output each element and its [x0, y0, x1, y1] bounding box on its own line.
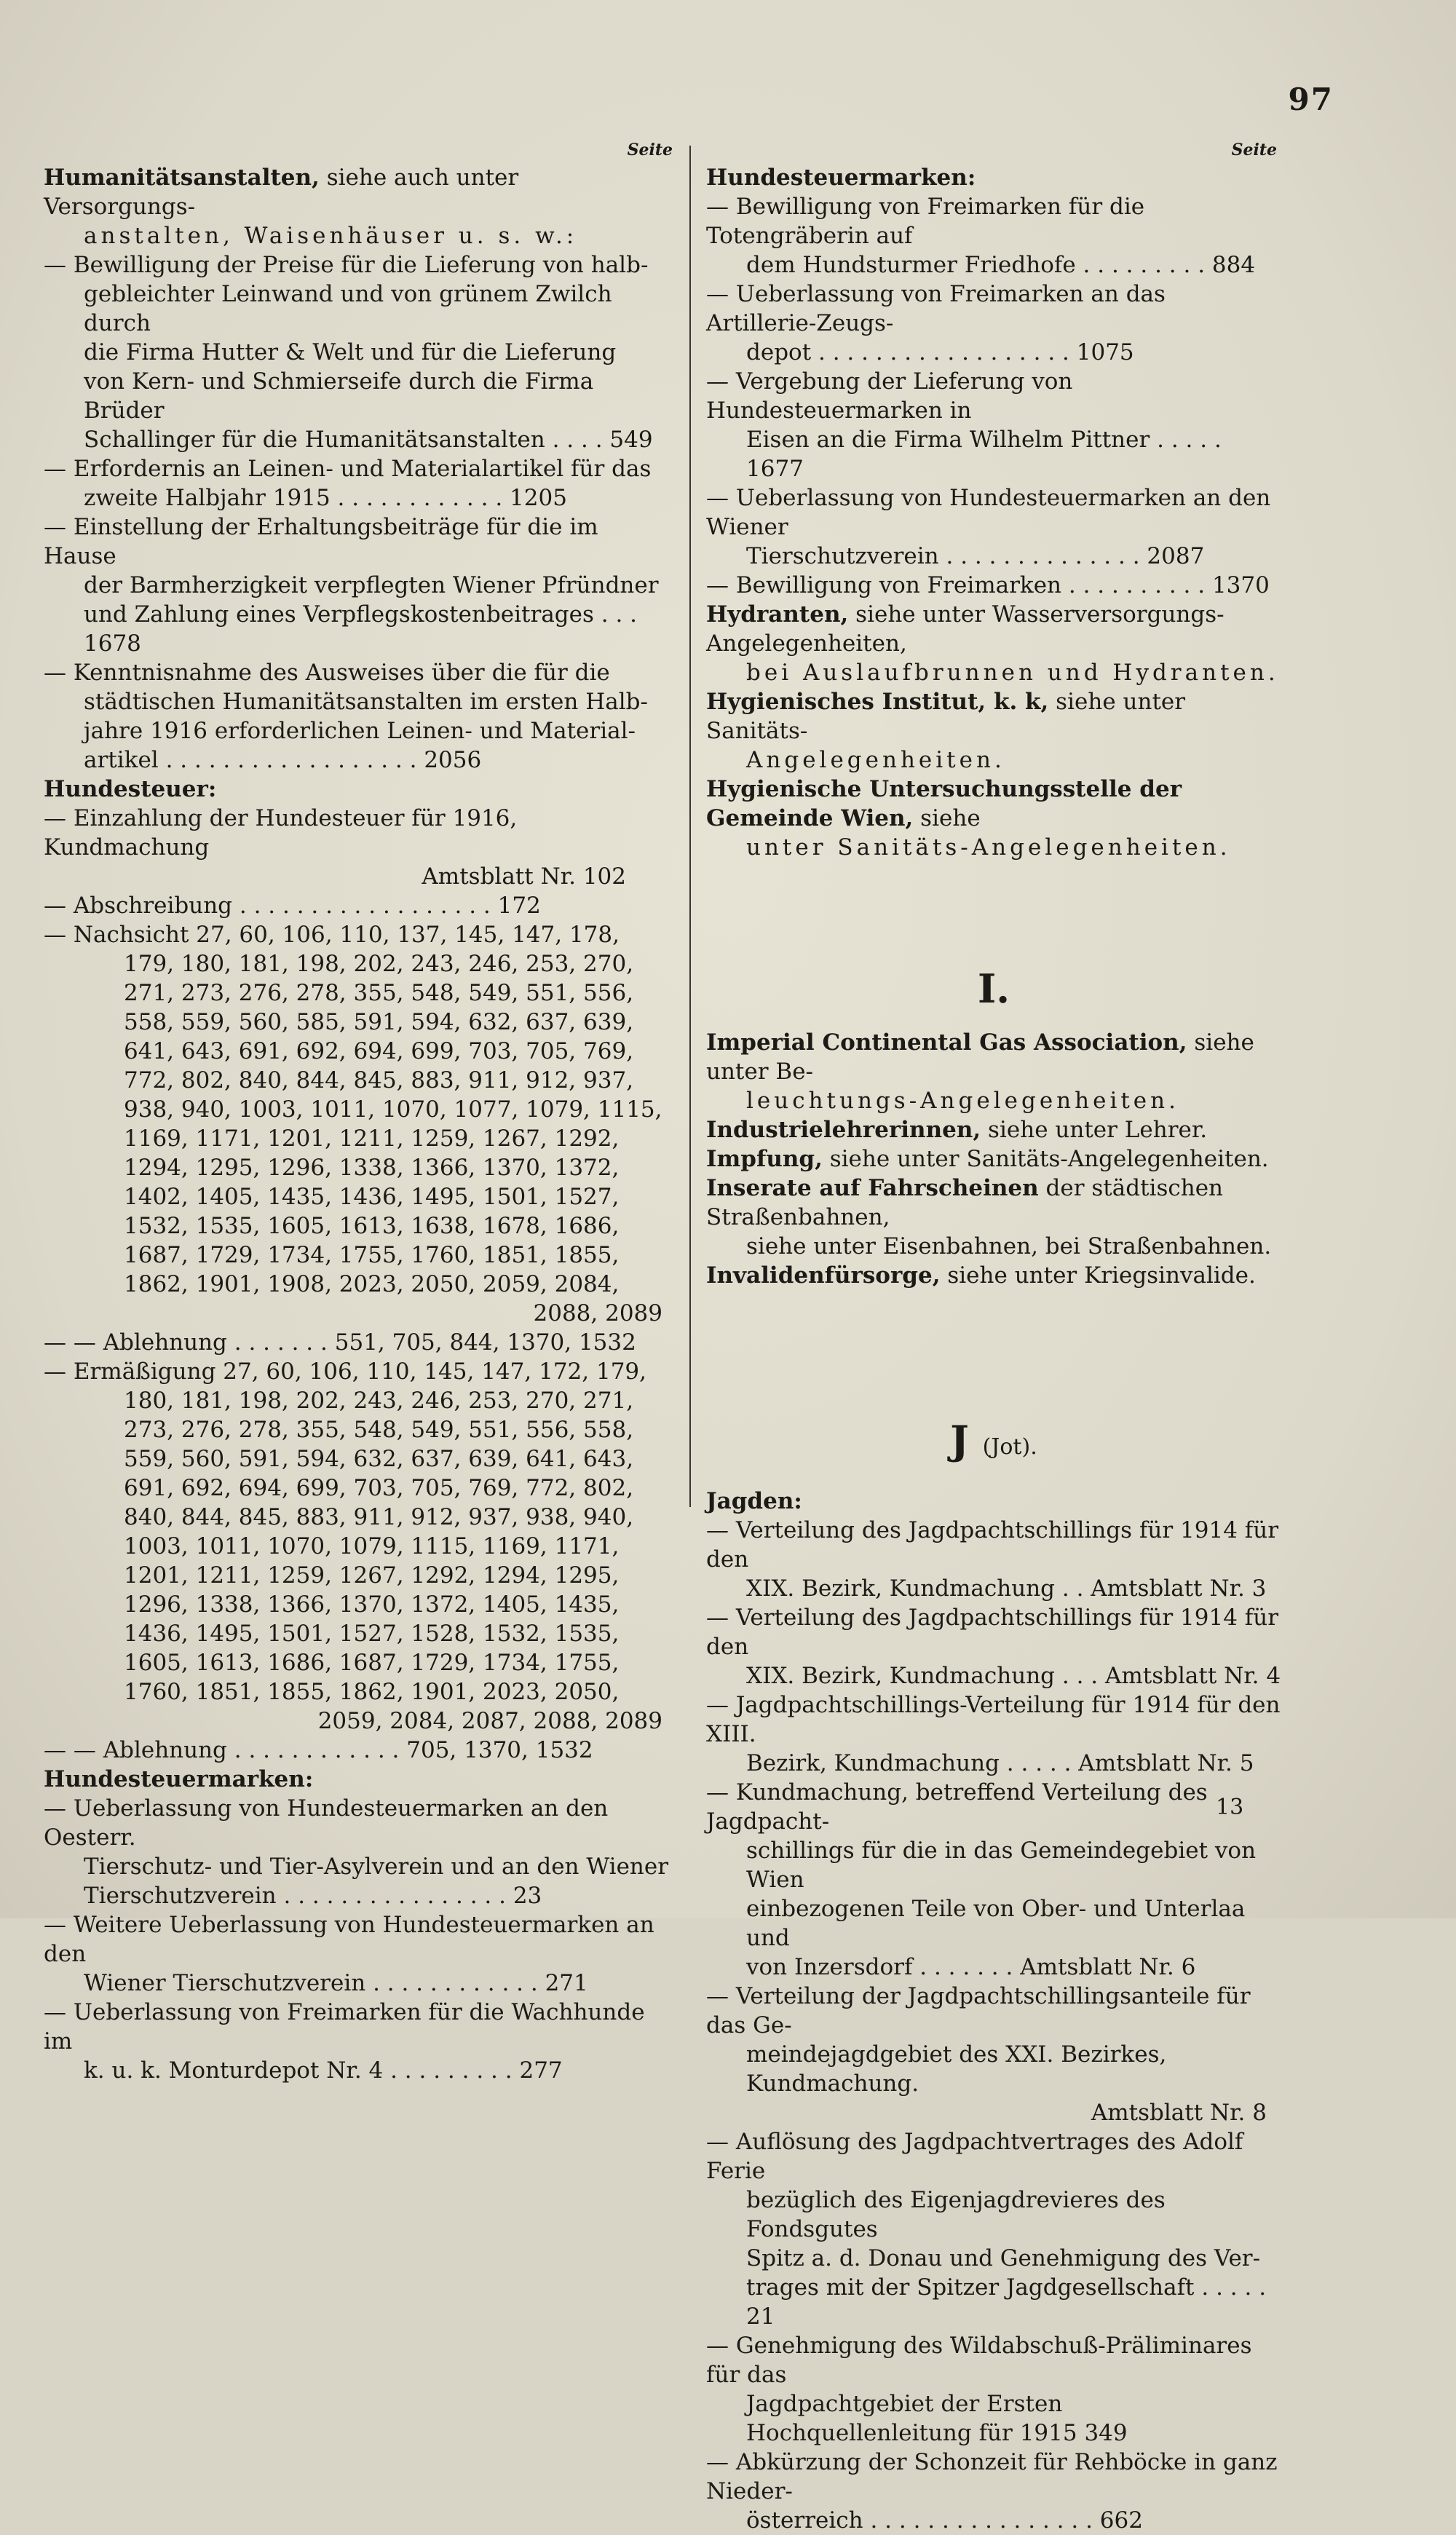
line: bezüglich des Eigenjagdrevieres des Fondsgutes: [746, 2187, 1166, 2242]
line: unter Sanitäts-Angelegenheiten.: [746, 834, 1231, 861]
line: Bezirk, Kundmachung . . . . . Amtsblatt Nr. 5: [746, 1750, 1254, 1776]
heading-industrielehrerinnen: Industrielehrerinnen,: [706, 1117, 981, 1143]
line: artikel . . . . . . . . . . . . . . . . . . 2056: [84, 747, 482, 773]
entry-inserate: [706, 1174, 1281, 1261]
line: 2059, 2084, 2087, 2088, 2089: [317, 1708, 662, 1734]
line: — Verteilung der Jagdpachtschillingsanteile für das Ge-: [706, 1983, 1251, 2038]
line: 1532, 1535, 1605, 1613, 1638, 1678, 1686,: [124, 1213, 620, 1239]
line: 1201, 1211, 1259, 1267, 1292, 1294, 1295,: [124, 1562, 620, 1589]
line: 691, 692, 694, 699, 703, 705, 769, 772, 802,: [124, 1475, 634, 1501]
entry-hydranten: [706, 600, 1281, 687]
line: — Bewilligung der Preise für die Lieferung von halb-: [44, 252, 649, 278]
heading-invalidenfuersorge: Invalidenfürsorge,: [706, 1262, 941, 1289]
heading-inserate: Inserate auf Fahrscheinen: [706, 1175, 1039, 1201]
sub-entry-kenntnisnahme: [44, 658, 677, 775]
line: — Bewilligung von Freimarken für die Totengräberin auf: [706, 194, 1145, 249]
line: 273, 276, 278, 355, 548, 549, 551, 556, 558,: [124, 1417, 634, 1443]
line: gebleichter Leinwand und von grünem Zwilch durch: [84, 281, 612, 336]
heading-rest: siehe unter Wasserversorgungs-Angelegenheiten,: [706, 601, 1224, 657]
line: — Kundmachung, betreffend Verteilung des Jagdpacht-: [706, 1779, 1208, 1835]
sub-entry-nachsicht: [44, 920, 677, 1328]
line: — Genehmigung des Wildabschuß-Präliminares für das: [706, 2333, 1252, 2388]
line: Amtsblatt Nr. 102: [422, 863, 626, 890]
entry-hygienisches-institut: [706, 687, 1281, 775]
line: und Zahlung eines Verpflegskostenbeitrages . . . 1678: [84, 601, 638, 657]
sub-entry-einstellung: [44, 513, 677, 658]
sub-entry-preise: [44, 250, 677, 454]
line: leuchtungs-Angelegenheiten.: [746, 1088, 1179, 1114]
line: XIX. Bezirk, Kundmachung . . Amtsblatt Nr. 3: [746, 1575, 1267, 1602]
line: Spitz a. d. Donau und Genehmigung des Ver-: [746, 2245, 1261, 2271]
line: Tierschutz- und Tier-Asylverein und an den Wiener: [84, 1854, 669, 1880]
line: — Verteilung des Jagdpachtschillings für 1914 für den: [706, 1605, 1279, 1660]
line: — — Ablehnung . . . . . . . . . . . . 705, 1370, 1532: [44, 1737, 593, 1763]
heading-hygienisches-institut: Hygienisches Institut, k. k,: [706, 689, 1049, 715]
line: die Firma Hutter & Welt und für die Lieferung: [84, 339, 617, 365]
heading-rest: siehe unter Kriegsinvalide.: [940, 1262, 1256, 1289]
line: — Erfordernis an Leinen- und Materialartikel für das: [44, 456, 652, 482]
line: Wiener Tierschutzverein . . . . . . . . . . . . 271: [84, 1970, 588, 1996]
line: — Einzahlung der Hundesteuer für 1916, Kundmachung: [44, 805, 518, 861]
heading-hundesteuermarken-cont: Hundesteuermarken:: [706, 165, 976, 191]
folio-number: 13: [1216, 1795, 1244, 1820]
line: siehe unter Eisenbahnen, bei Straßenbahnen.: [746, 1233, 1272, 1259]
line: 1296, 1338, 1366, 1370, 1372, 1405, 1435,: [124, 1591, 620, 1618]
section-letter-i: I.: [977, 965, 1010, 1012]
line: 1862, 1901, 1908, 2023, 2050, 2059, 2084,: [124, 1271, 620, 1297]
heading-rest: siehe unter Sanitäts-Angelegenheiten.: [822, 1146, 1269, 1172]
line: meindejagdgebiet des XXI. Bezirkes, Kundmachung.: [746, 2041, 1167, 2097]
seite-label-right: Seite: [1231, 141, 1277, 159]
heading-line2: anstalten, Waisenhäuser u. s. w.:: [84, 223, 578, 249]
entry-imperial: [706, 1028, 1281, 1115]
line: — Verteilung des Jagdpachtschillings für 1914 für den: [706, 1517, 1279, 1573]
heading-imperial: Imperial Continental Gas Association,: [706, 1029, 1187, 1056]
entry-impfung: [706, 1144, 1281, 1174]
line: — Auflösung des Jagdpachtvertrages des Adolf Ferie: [706, 2129, 1243, 2184]
line: Tierschutzverein . . . . . . . . . . . . . . . . 23: [84, 1883, 542, 1909]
line: 938, 940, 1003, 1011, 1070, 1077, 1079, 1115,: [124, 1096, 662, 1123]
heading-rest: siehe unter Lehrer.: [981, 1117, 1208, 1143]
line: trages mit der Spitzer Jagdgesellschaft . . . . . 21: [746, 2274, 1267, 2330]
line: 772, 802, 840, 844, 845, 883, 911, 912, 937,: [124, 1067, 634, 1094]
line: — Abkürzung der Schonzeit für Rehböcke in ganz Nieder-: [706, 2449, 1278, 2504]
line: 1605, 1613, 1686, 1687, 1729, 1734, 1755,: [124, 1650, 620, 1676]
line: — Bewilligung von Freimarken . . . . . . . . . . 1370: [706, 572, 1270, 598]
line: Amtsblatt Nr. 8: [1091, 2100, 1267, 2126]
line: 179, 180, 181, 198, 202, 243, 246, 253, 270,: [124, 951, 634, 977]
line: — Vergebung der Lieferung von Hundesteuermarken in: [706, 368, 1073, 424]
heading-hygienische-untersuchungsstelle: Hygienische Untersuchungsstelle der Gemeinde Wien,: [706, 776, 1182, 831]
line: — Kenntnisnahme des Ausweises über die für die: [44, 660, 610, 686]
line: 641, 643, 691, 692, 694, 699, 703, 705, 769,: [124, 1038, 634, 1064]
line: 1169, 1171, 1201, 1211, 1259, 1267, 1292,: [124, 1126, 620, 1152]
heading-impfung: Impfung,: [706, 1146, 823, 1172]
line: — Ermäßigung 27, 60, 106, 110, 145, 147, 172, 179,: [44, 1359, 646, 1385]
line: — Ueberlassung von Hundesteuermarken an den Oesterr.: [44, 1795, 609, 1851]
entry-hundesteuer: [44, 775, 677, 1765]
line: — Jagdpachtschillings-Verteilung für 1914 für den XIII.: [706, 1692, 1281, 1747]
right-column: [706, 137, 1281, 2535]
entry-industrielehrerinnen: [706, 1115, 1281, 1144]
line: 1294, 1295, 1296, 1338, 1366, 1370, 1372,: [124, 1155, 620, 1181]
line: schillings für die in das Gemeindegebiet von Wien: [746, 1838, 1257, 1893]
heading-humanitaetsanstalten: Humanitätsanstalten,: [44, 165, 320, 191]
entry-hundesteuermarken-right: [706, 163, 1281, 600]
line: — Ueberlassung von Freimarken an das Artillerie-Zeugs-: [706, 281, 1166, 336]
page-number: 97: [1288, 82, 1334, 117]
entry-jagden: [706, 1487, 1281, 2535]
line: Schallinger für die Humanitätsanstalten . . . . 549: [84, 427, 653, 453]
line: — — Ablehnung . . . . . . . 551, 705, 844, 1370, 1532: [44, 1329, 636, 1356]
sub-entry-erfordernis: [44, 454, 677, 513]
line: 558, 559, 560, 585, 591, 594, 632, 637, 639,: [124, 1009, 634, 1035]
line: von Inzersdorf . . . . . . . Amtsblatt Nr. 6: [746, 1954, 1196, 1980]
line: Jagdpachtgebiet der Ersten Hochquellenleitung für 1915 349: [746, 2391, 1128, 2446]
line: einbezogenen Teile von Ober- und Unterlaa und: [746, 1896, 1246, 1951]
heading-hundesteuermarken: Hundesteuermarken:: [44, 1766, 314, 1792]
line: k. u. k. Monturdepot Nr. 4 . . . . . . . . . 277: [84, 2057, 563, 2084]
sub-entry-ermaessigung: [44, 1357, 677, 1736]
letter-j-note: (Jot).: [982, 1434, 1037, 1460]
column-rule-upper: [689, 146, 691, 1507]
heading-hydranten: Hydranten,: [706, 601, 849, 628]
heading-jagden: Jagden:: [706, 1488, 802, 1514]
entry-humanitaetsanstalten: [44, 163, 677, 775]
heading-rest: siehe: [913, 805, 981, 831]
line: depot . . . . . . . . . . . . . . . . . . 1075: [746, 339, 1134, 365]
seite-label-left: Seite: [627, 141, 673, 159]
line: von Kern- und Schmierseife durch die Firma Brüder: [84, 368, 594, 424]
line: 559, 560, 591, 594, 632, 637, 639, 641, 643,: [124, 1446, 634, 1472]
line: 1003, 1011, 1070, 1079, 1115, 1169, 1171,: [124, 1533, 620, 1559]
line: zweite Halbjahr 1915 . . . . . . . . . . . . 1205: [84, 485, 567, 511]
line: Tierschutzverein . . . . . . . . . . . . . . 2087: [746, 543, 1205, 569]
line: bei Auslaufbrunnen und Hydranten.: [746, 660, 1279, 686]
line: 1687, 1729, 1734, 1755, 1760, 1851, 1855,: [124, 1242, 620, 1268]
line: jahre 1916 erforderlichen Leinen- und Material-: [84, 718, 636, 744]
entry-invalidenfuersorge: [706, 1261, 1281, 1290]
line: städtischen Humanitätsanstalten im ersten Halb-: [84, 689, 648, 715]
line: 840, 844, 845, 883, 911, 912, 937, 938, 940,: [124, 1504, 634, 1530]
left-column: [44, 137, 677, 2085]
line: 1760, 1851, 1855, 1862, 1901, 2023, 2050,: [124, 1679, 620, 1705]
spacer: [706, 1290, 1281, 1399]
line: — Weitere Ueberlassung von Hundesteuermarken an den: [44, 1912, 654, 1967]
heading-hundesteuer: Hundesteuer:: [44, 776, 217, 802]
line: der Barmherzigkeit verpflegten Wiener Pfründner: [84, 572, 659, 598]
line: XIX. Bezirk, Kundmachung . . . Amtsblatt Nr. 4: [746, 1663, 1281, 1689]
line: — Ueberlassung von Hundesteuermarken an den Wiener: [706, 485, 1271, 540]
heading-rest: siehe unter Sanitäts-: [706, 689, 1186, 744]
line: — Ueberlassung von Freimarken für die Wachhunde im: [44, 1999, 645, 2055]
heading-rest: siehe auch unter Versorgungs-: [44, 165, 519, 220]
line: 2088, 2089: [533, 1300, 662, 1326]
line: dem Hundsturmer Friedhofe . . . . . . . . . 884: [746, 252, 1256, 278]
line: Eisen an die Firma Wilhelm Pittner . . . . . 1677: [746, 427, 1222, 482]
letter-j: J: [950, 1417, 969, 1463]
section-letter-j: [706, 1411, 1281, 1476]
spacer: [706, 862, 1281, 948]
line: österreich . . . . . . . . . . . . . . . . 662: [746, 2507, 1143, 2534]
line: 1436, 1495, 1501, 1527, 1528, 1532, 1535,: [124, 1621, 620, 1647]
entry-hygienische-untersuchungsstelle: [706, 775, 1281, 862]
line: 180, 181, 198, 202, 243, 246, 253, 270, 271,: [124, 1388, 634, 1414]
line: 271, 273, 276, 278, 355, 548, 549, 551, 556,: [124, 980, 634, 1006]
heading-rest: der städtischen Straßenbahnen,: [706, 1175, 1223, 1230]
entry-hundesteuermarken-left: [44, 1765, 677, 2085]
line: Angelegenheiten.: [746, 747, 1005, 773]
line: — Abschreibung . . . . . . . . . . . . . . . . . . 172: [44, 893, 541, 919]
line: — Nachsicht 27, 60, 106, 110, 137, 145, 147, 178,: [44, 922, 620, 948]
line: 1402, 1405, 1435, 1436, 1495, 1501, 1527,: [124, 1184, 620, 1210]
heading-rest: siehe unter Be-: [706, 1029, 1254, 1085]
line: — Einstellung der Erhaltungsbeiträge für die im Hause: [44, 514, 598, 569]
